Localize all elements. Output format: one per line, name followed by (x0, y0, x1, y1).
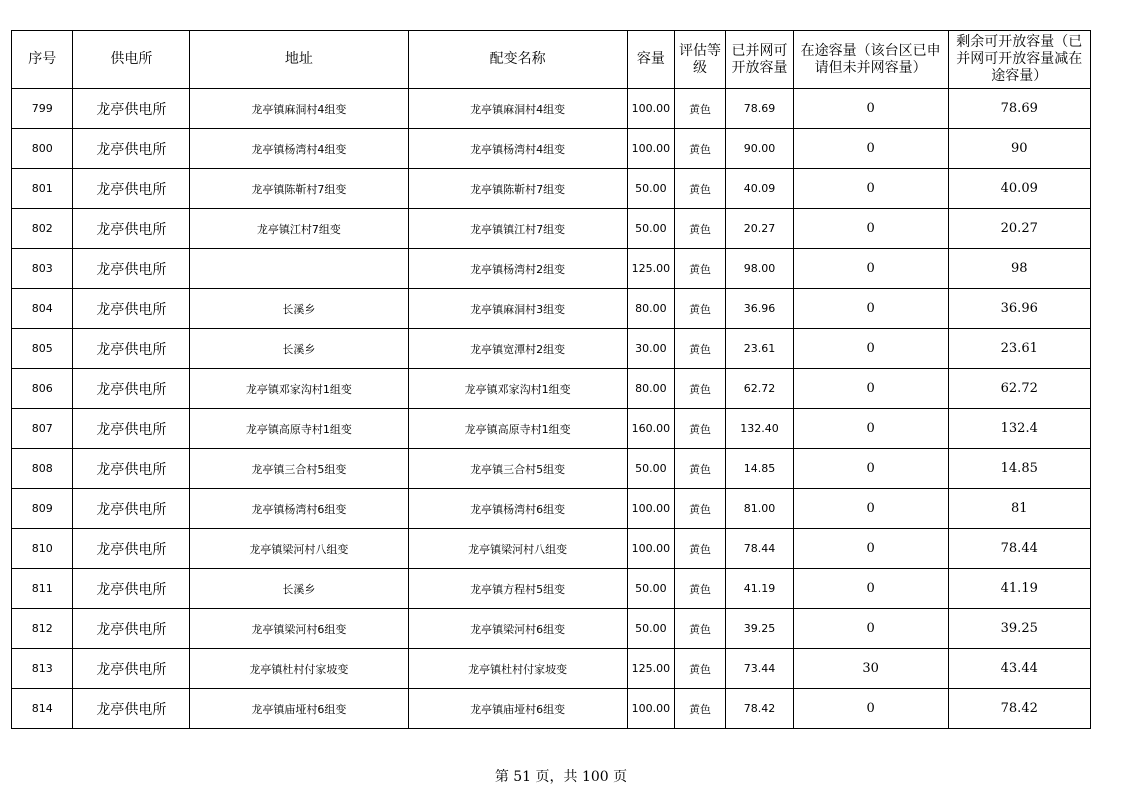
cell-address: 龙亭镇梁河村6组变 (190, 609, 408, 649)
cell-pending: 0 (793, 169, 948, 209)
cell-pending: 0 (793, 89, 948, 129)
cell-pending: 0 (793, 249, 948, 289)
table-row (12, 569, 1091, 609)
cell-grade: 黄色 (674, 609, 725, 649)
cell-remaining: 78.42 (948, 689, 1090, 729)
cell-address: 龙亭镇江村7组变 (190, 209, 408, 249)
cell-capacity: 125.00 (627, 649, 674, 689)
cell-address: 龙亭镇高原寺村1组变 (190, 409, 408, 449)
cell-connected: 62.72 (726, 369, 794, 409)
table-row (12, 649, 1091, 689)
table-row (12, 529, 1091, 569)
cell-seq: 804 (12, 289, 73, 329)
cell-pending: 0 (793, 529, 948, 569)
cell-capacity: 125.00 (627, 249, 674, 289)
header-grade: 评估等级 (674, 31, 725, 89)
cell-grade: 黄色 (674, 249, 725, 289)
cell-remaining: 98 (948, 249, 1090, 289)
cell-seq: 803 (12, 249, 73, 289)
cell-grade: 黄色 (674, 89, 725, 129)
cell-grade: 黄色 (674, 289, 725, 329)
cell-remaining: 132.4 (948, 409, 1090, 449)
cell-grade: 黄色 (674, 529, 725, 569)
cell-seq: 802 (12, 209, 73, 249)
cell-capacity: 50.00 (627, 609, 674, 649)
cell-station: 龙亭供电所 (73, 649, 190, 689)
cell-connected: 90.00 (726, 129, 794, 169)
cell-connected: 73.44 (726, 649, 794, 689)
cell-station: 龙亭供电所 (73, 129, 190, 169)
header-capacity: 容量 (627, 31, 674, 89)
cell-transformer: 龙亭镇镇江村7组变 (408, 209, 627, 249)
cell-connected: 81.00 (726, 489, 794, 529)
cell-address: 龙亭镇梁河村八组变 (190, 529, 408, 569)
cell-remaining: 81 (948, 489, 1090, 529)
cell-grade: 黄色 (674, 209, 725, 249)
cell-grade: 黄色 (674, 649, 725, 689)
table-row (12, 489, 1091, 529)
header-transformer: 配变名称 (408, 31, 627, 89)
cell-remaining: 78.69 (948, 89, 1090, 129)
cell-station: 龙亭供电所 (73, 209, 190, 249)
table-row (12, 89, 1091, 129)
cell-transformer: 龙亭镇麻洞村4组变 (408, 89, 627, 129)
cell-remaining: 14.85 (948, 449, 1090, 489)
cell-seq: 808 (12, 449, 73, 489)
table-row (12, 289, 1091, 329)
cell-pending: 0 (793, 129, 948, 169)
cell-capacity: 80.00 (627, 369, 674, 409)
cell-capacity: 100.00 (627, 689, 674, 729)
cell-capacity: 50.00 (627, 209, 674, 249)
cell-seq: 807 (12, 409, 73, 449)
cell-station: 龙亭供电所 (73, 369, 190, 409)
table-row (12, 169, 1091, 209)
cell-address (190, 249, 408, 289)
cell-capacity: 100.00 (627, 489, 674, 529)
table-row (12, 409, 1091, 449)
cell-station: 龙亭供电所 (73, 409, 190, 449)
cell-seq: 810 (12, 529, 73, 569)
cell-remaining: 43.44 (948, 649, 1090, 689)
cell-capacity: 100.00 (627, 529, 674, 569)
cell-transformer: 龙亭镇陈靳村7组变 (408, 169, 627, 209)
cell-transformer: 龙亭镇麻洞村3组变 (408, 289, 627, 329)
cell-grade: 黄色 (674, 569, 725, 609)
cell-connected: 14.85 (726, 449, 794, 489)
cell-address: 龙亭镇庙垭村6组变 (190, 689, 408, 729)
cell-seq: 806 (12, 369, 73, 409)
cell-pending: 0 (793, 409, 948, 449)
cell-remaining: 40.09 (948, 169, 1090, 209)
cell-address: 龙亭镇麻洞村4组变 (190, 89, 408, 129)
cell-address: 长溪乡 (190, 569, 408, 609)
cell-grade: 黄色 (674, 329, 725, 369)
cell-capacity: 50.00 (627, 169, 674, 209)
cell-seq: 812 (12, 609, 73, 649)
cell-connected: 39.25 (726, 609, 794, 649)
cell-remaining: 62.72 (948, 369, 1090, 409)
cell-pending: 0 (793, 489, 948, 529)
cell-connected: 78.42 (726, 689, 794, 729)
cell-capacity: 160.00 (627, 409, 674, 449)
table-row (12, 209, 1091, 249)
cell-station: 龙亭供电所 (73, 89, 190, 129)
capacity-table (11, 30, 1091, 729)
table-row (12, 249, 1091, 289)
cell-seq: 814 (12, 689, 73, 729)
cell-remaining: 20.27 (948, 209, 1090, 249)
cell-transformer: 龙亭镇庙垭村6组变 (408, 689, 627, 729)
cell-grade: 黄色 (674, 169, 725, 209)
cell-station: 龙亭供电所 (73, 249, 190, 289)
cell-grade: 黄色 (674, 369, 725, 409)
table-header-row (12, 31, 1091, 89)
cell-station: 龙亭供电所 (73, 289, 190, 329)
cell-transformer: 龙亭镇杜村付家坡变 (408, 649, 627, 689)
table-row (12, 609, 1091, 649)
cell-transformer: 龙亭镇三合村5组变 (408, 449, 627, 489)
header-address: 地址 (190, 31, 408, 89)
cell-address: 长溪乡 (190, 289, 408, 329)
cell-capacity: 80.00 (627, 289, 674, 329)
cell-remaining: 39.25 (948, 609, 1090, 649)
header-seq: 序号 (12, 31, 73, 89)
cell-capacity: 100.00 (627, 89, 674, 129)
cell-pending: 30 (793, 649, 948, 689)
table-row (12, 449, 1091, 489)
cell-address: 龙亭镇陈靳村7组变 (190, 169, 408, 209)
cell-station: 龙亭供电所 (73, 529, 190, 569)
cell-station: 龙亭供电所 (73, 329, 190, 369)
table-body (12, 89, 1091, 729)
cell-pending: 0 (793, 329, 948, 369)
cell-pending: 0 (793, 569, 948, 609)
cell-transformer: 龙亭镇高原寺村1组变 (408, 409, 627, 449)
cell-capacity: 100.00 (627, 129, 674, 169)
table-row (12, 369, 1091, 409)
cell-seq: 805 (12, 329, 73, 369)
cell-transformer: 龙亭镇梁河村6组变 (408, 609, 627, 649)
cell-transformer: 龙亭镇杨湾村4组变 (408, 129, 627, 169)
cell-address: 龙亭镇三合村5组变 (190, 449, 408, 489)
cell-pending: 0 (793, 689, 948, 729)
cell-grade: 黄色 (674, 409, 725, 449)
cell-transformer: 龙亭镇杨湾村2组变 (408, 249, 627, 289)
header-remaining: 剩余可开放容量（已并网可开放容量减在途容量） (948, 31, 1090, 89)
cell-seq: 799 (12, 89, 73, 129)
cell-address: 长溪乡 (190, 329, 408, 369)
cell-address: 龙亭镇杨湾村6组变 (190, 489, 408, 529)
cell-station: 龙亭供电所 (73, 449, 190, 489)
header-pending: 在途容量（该台区已申请但未并网容量） (793, 31, 948, 89)
cell-address: 龙亭镇杜村付家坡变 (190, 649, 408, 689)
table-row (12, 329, 1091, 369)
cell-connected: 20.27 (726, 209, 794, 249)
cell-seq: 800 (12, 129, 73, 169)
cell-station: 龙亭供电所 (73, 169, 190, 209)
cell-grade: 黄色 (674, 449, 725, 489)
cell-transformer: 龙亭镇宽潭村2组变 (408, 329, 627, 369)
cell-remaining: 41.19 (948, 569, 1090, 609)
cell-connected: 98.00 (726, 249, 794, 289)
cell-connected: 40.09 (726, 169, 794, 209)
cell-capacity: 50.00 (627, 569, 674, 609)
header-connected: 已并网可开放容量 (726, 31, 794, 89)
page-number: 第 51 页，共 100 页 (494, 769, 628, 785)
cell-connected: 132.40 (726, 409, 794, 449)
cell-transformer: 龙亭镇杨湾村6组变 (408, 489, 627, 529)
table-row (12, 129, 1091, 169)
cell-pending: 0 (793, 209, 948, 249)
header-station: 供电所 (73, 31, 190, 89)
cell-address: 龙亭镇杨湾村4组变 (190, 129, 408, 169)
cell-grade: 黄色 (674, 489, 725, 529)
cell-pending: 0 (793, 609, 948, 649)
cell-station: 龙亭供电所 (73, 569, 190, 609)
cell-pending: 0 (793, 289, 948, 329)
cell-pending: 0 (793, 449, 948, 489)
cell-station: 龙亭供电所 (73, 689, 190, 729)
cell-remaining: 90 (948, 129, 1090, 169)
cell-seq: 813 (12, 649, 73, 689)
cell-transformer: 龙亭镇邓家沟村1组变 (408, 369, 627, 409)
cell-address: 龙亭镇邓家沟村1组变 (190, 369, 408, 409)
cell-connected: 23.61 (726, 329, 794, 369)
cell-connected: 36.96 (726, 289, 794, 329)
cell-station: 龙亭供电所 (73, 489, 190, 529)
cell-connected: 41.19 (726, 569, 794, 609)
cell-capacity: 50.00 (627, 449, 674, 489)
cell-capacity: 30.00 (627, 329, 674, 369)
cell-remaining: 23.61 (948, 329, 1090, 369)
cell-transformer: 龙亭镇梁河村八组变 (408, 529, 627, 569)
cell-connected: 78.69 (726, 89, 794, 129)
cell-grade: 黄色 (674, 129, 725, 169)
cell-seq: 801 (12, 169, 73, 209)
cell-station: 龙亭供电所 (73, 609, 190, 649)
table-row (12, 689, 1091, 729)
cell-seq: 811 (12, 569, 73, 609)
cell-remaining: 78.44 (948, 529, 1090, 569)
cell-grade: 黄色 (674, 689, 725, 729)
cell-connected: 78.44 (726, 529, 794, 569)
cell-seq: 809 (12, 489, 73, 529)
cell-remaining: 36.96 (948, 289, 1090, 329)
cell-pending: 0 (793, 369, 948, 409)
cell-transformer: 龙亭镇方程村5组变 (408, 569, 627, 609)
